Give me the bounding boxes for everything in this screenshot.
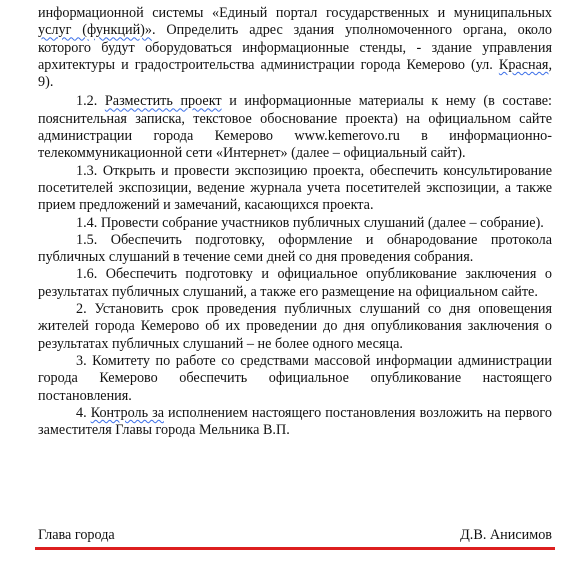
text-run: , 9). [38,56,552,91]
text-run: 4. [76,404,91,421]
paragraph-1-6-conclusion [38,266,552,301]
signature-block [38,527,552,544]
paragraph-1-5-protocol [38,232,552,267]
spellcheck-flagged-text: услуг (функций)» [38,22,152,39]
paragraph-portal-address [38,5,552,91]
text-run: 1.6. Обеспечить подготовку и официальное опубликование заключения о результатах публичных слушаний, а также его размещение на официальном сайте. [38,266,552,300]
text-run: информационной системы «Единый портал государственных и муниципальных [38,5,552,21]
text-run: . Определить адрес здания уполномоченного органа, около которого будут оборудоваться информационные стенды, - здание управления архитектуры и градостроительства администрации города Кемерово (ул. [38,22,552,73]
paragraph-4-control [38,405,552,440]
document-body [38,5,552,439]
text-run: 1.4. Провести собрание участников публичных слушаний (далее – собрание). [76,214,544,231]
paragraph-2-term [38,301,552,353]
paragraph-1-3-exposition [38,163,552,215]
spellcheck-flagged-text: Разместить проект [104,93,222,110]
paragraph-1-2-publish-project [38,93,552,162]
text-run: 1.3. Открыть и провести экспозицию проекта, обеспечить консультирование посетителей экспозиции, ведение журнала учета посетителей экспозиции, а также прием предложений и замечаний, касающихся проекта. [38,162,552,214]
text-run: 1.2. [76,93,105,110]
text-run: 2. Установить срок проведения публичных слушаний со дня оповещения жителей города Кемерово об их проведении до дня опубликования заключения о результатах публичных слушаний – не более одного месяца. [38,301,552,352]
spellcheck-flagged-text: Контроль за [90,404,164,421]
text-run: 3. Комитету по работе со средствами массовой информации администрации города Кемерово обеспечить официальное опубликование настоящего постановления. [38,352,552,404]
signature-position: Глава города [38,527,115,543]
text-run: исполнением настоящего постановления возложить на первого заместителя Главы города Мельника В.П. [38,404,552,439]
text-run: и информационные материалы к нему (в составе: пояснительная записка, текстовое обоснование проекта) на официальном сайте администрации города Кемерово www.kemerovo.ru в информационно-телекоммуникационной сети «Интернет» (далее – официальный сайт). [38,93,553,162]
spellcheck-flagged-text: Красная [498,56,549,73]
text-run: 1.5. Обеспечить подготовку, оформление и обнародование протокола публичных слушаний в течение семи дней со дня проведения собрания. [38,231,552,266]
signature-name: Д.В. Анисимов [460,527,552,543]
paragraph-1-4-meeting [38,215,552,232]
paragraph-3-media-committee [38,353,552,405]
red-underline-rule [35,547,555,550]
